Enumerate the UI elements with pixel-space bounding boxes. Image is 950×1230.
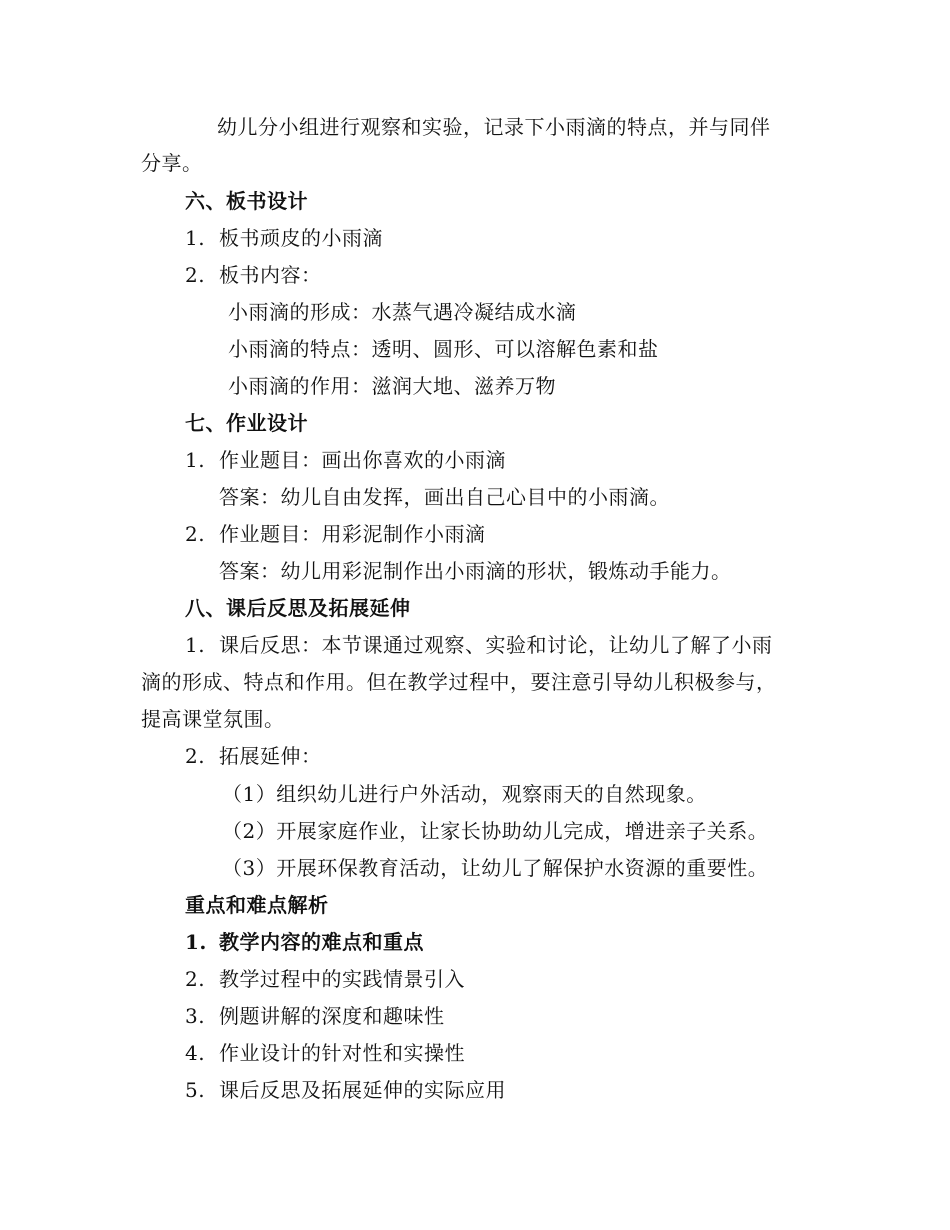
list-item-text: 作业设计的针对性和实操性 [219, 1041, 465, 1065]
list-number: 1. [185, 448, 206, 472]
list-number: 4. [185, 1041, 206, 1065]
list-item [185, 966, 465, 992]
list-item-text: 拓展延伸： [219, 744, 322, 768]
list-number: 5. [185, 1078, 206, 1102]
list-number: 2. [185, 967, 206, 991]
extension-item: （2）开展家庭作业，让家长协助幼儿完成，增进亲子关系。 [222, 819, 769, 843]
reflection-paragraph-line2: 滴的形成、特点和作用。但在教学过程中，要注意引导幼儿积极参与， [141, 670, 777, 694]
extension-item: （1）组织幼儿进行户外活动，观察雨天的自然现象。 [222, 782, 707, 806]
list-item-text: 教学内容的难点和重点 [219, 930, 424, 954]
intro-paragraph-line2: 分享。 [141, 151, 203, 175]
list-number: 1. [185, 633, 206, 657]
board-content-formation: 小雨滴的形成：水蒸气遇冷凝结成水滴 [228, 300, 577, 324]
list-item-text: 教学过程中的实践情景引入 [219, 967, 465, 991]
section-heading-homework-design: 七、作业设计 [185, 411, 308, 435]
list-number: 2. [185, 522, 206, 546]
extension-item: （3）开展环保教育活动，让幼儿了解保护水资源的重要性。 [222, 856, 769, 880]
reflection-paragraph-line3: 提高课堂氛围。 [141, 707, 285, 731]
list-number: 1. [185, 930, 207, 954]
list-item [185, 521, 486, 547]
homework-answer: 答案：幼儿自由发挥，画出自己心目中的小雨滴。 [219, 485, 670, 509]
list-item [185, 632, 773, 658]
list-item [185, 225, 383, 251]
list-item-text: 课后反思：本节课通过观察、实验和讨论，让幼儿了解了小雨 [219, 633, 773, 657]
list-number: 2. [185, 263, 206, 287]
list-item [185, 1003, 445, 1029]
homework-answer: 答案：幼儿用彩泥制作出小雨滴的形状，锻炼动手能力。 [219, 559, 732, 583]
list-item [185, 743, 322, 769]
section-heading-key-points: 重点和难点解析 [185, 893, 329, 917]
list-item [185, 262, 322, 288]
list-item-text: 板书内容： [219, 263, 322, 287]
list-item [185, 447, 506, 473]
list-item-text: 例题讲解的深度和趣味性 [219, 1004, 445, 1028]
intro-paragraph-line1: 幼儿分小组进行观察和实验，记录下小雨滴的特点，并与同伴 [217, 115, 771, 139]
list-item-text: 作业题目：画出你喜欢的小雨滴 [219, 448, 506, 472]
list-item [185, 929, 424, 955]
list-number: 1. [185, 226, 206, 250]
list-number: 3. [185, 1004, 206, 1028]
section-heading-board-design: 六、板书设计 [185, 189, 308, 213]
list-item-text: 作业题目：用彩泥制作小雨滴 [219, 522, 486, 546]
board-content-function: 小雨滴的作用：滋润大地、滋养万物 [228, 374, 556, 398]
section-heading-reflection: 八、课后反思及拓展延伸 [185, 596, 411, 620]
board-content-features: 小雨滴的特点：透明、圆形、可以溶解色素和盐 [228, 337, 659, 361]
list-item [185, 1040, 465, 1066]
list-number: 2. [185, 744, 206, 768]
list-item-text: 课后反思及拓展延伸的实际应用 [219, 1078, 506, 1102]
list-item [185, 1077, 506, 1103]
list-item-text: 板书顽皮的小雨滴 [219, 226, 383, 250]
